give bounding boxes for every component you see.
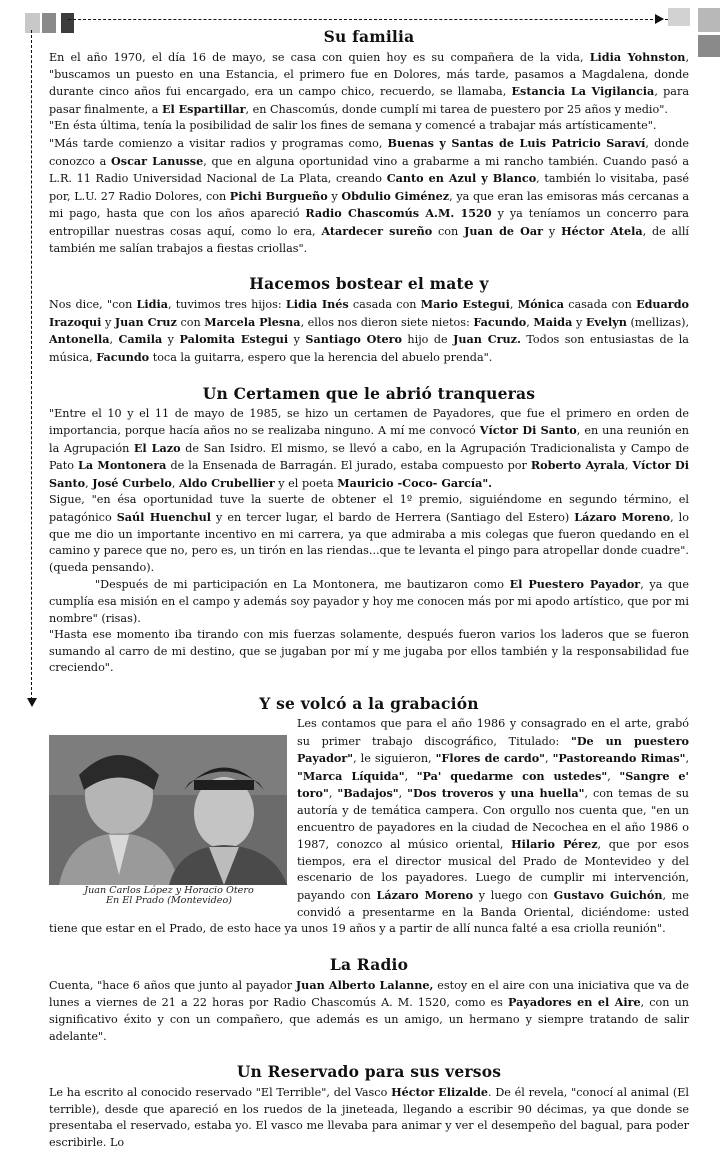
corner-square-mid-right <box>698 8 720 32</box>
bold-name: Lidia Yohnston <box>589 50 686 64</box>
paragraph: "Hasta ese momento iba tirando con mis fuerzas solamente, después fueron varios los laderos que se fueron sumando al carro de mi destino, que se jugaban por mí y me jugaba por ellos también y la responsabilidad fue creciendo". <box>49 628 689 675</box>
bold-name: Oscar Lanusse <box>111 153 204 168</box>
caption-line: Juan Carlos López y Horacio Otero <box>84 885 254 896</box>
bold-name: Juan Cruz. <box>453 332 521 347</box>
bold-name: "De un puestero Payador" <box>297 733 689 766</box>
bold-name: El Puestero Payador <box>509 577 641 592</box>
dashed-rule-vertical <box>31 30 32 700</box>
bold-name: Marcela Plesna <box>204 314 301 329</box>
bold-name: "Pastoreando Rimas" <box>552 751 686 766</box>
bold-name: "Pa' quedarme con ustedes" <box>416 768 608 783</box>
paragraph: Sigue, "en ésa oportunidad tuve la suerte de obtener el 1º premio, siguiéndome en segundo término, el patagónico Saúl Huenchul y en tercer lugar, el bardo de Herrera (Santiago del Estero) Lázaro Moreno, lo que me dio un importante incentivo en mi carrera, ya que admiraba a mis colegas que fueron quedando en el camino y parece que no, pero es, un tirón en las riendas...que te levanta el pingo para atropellar donde cuadre". (queda pensando). <box>49 493 689 574</box>
bold-name: Lázaro Moreno <box>376 887 474 902</box>
section-radio <box>49 955 689 1045</box>
paragraph: Cuenta, "hace 6 años que junto al payador Juan Alberto Lalanne, estoy en el aire con una iniciativa que va de lunes a viernes de 21 a 22 horas por Radio Chascomús A. M. 1520, como es Payadores en el Aire, con un significativo éxito y con un compañero, que además es un amigo, un hermano y siempre tratando de salir adelante". <box>49 977 689 1043</box>
section-title: Su familia <box>323 27 415 46</box>
bold-name: Antonella <box>49 332 110 347</box>
bold-name: Juan Alberto Lalanne, <box>295 977 434 992</box>
section-certamen <box>49 384 689 678</box>
paragraph: "Entre el 10 y el 11 de mayo de 1985, se hizo un certamen de Payadores, que fue el primero en orden de importancia, porque hacía años no se realizaba ninguno. A mí me convocó Víctor Di Santo, en una reunión en la Agrupación El Lazo de San Isidro. El mismo, se llevó a cabo, en la Agrupación Tradicionalista y Campo de Pato La Montonera de la Ensenada de Barragán. El jurado, estaba compuesto por Roberto Ayrala, Víctor Di Santo, José Curbelo, Aldo Crubellier y el poeta Mauricio -Coco- García". <box>49 406 689 490</box>
paragraph: En el año 1970, el día 16 de mayo, se casa con quien hoy es su compañera de la vida, Lidia Yohnston, "buscamos un puesto en una Estancia, el primero fue en Dolores, más tarde, pasamos a Magdalena, donde durante cinco años fui encargado, era un campo chico, recuerdo, se llamaba, Estancia La Vigilancia, para pasar finalmente, a El Espartillar, en Chascomús, donde cumplí mi tarea de puestero por 25 años y medio". <box>49 50 689 116</box>
bold-name: Mónica <box>517 297 564 312</box>
paragraph: Les contamos que para el año 1986 y consagrado en el arte, grabó su primer trabajo discográfico, Titulado: "De un puestero Payador", le siguieron, "Flores de cardo", "Pastoreando Rimas", "Marca Líquida", "Pa' quedarme con ustedes", "Sangre e' toro", "Badajos", "Dos troveros y una huella", con temas de su autoría y de temática campera. Con orgullo nos cuenta que, "en un encuentro de payadores en la ciudad de Necochea en el año 1986 o 1987, conozco al músico oriental, Hilario Pérez, que por esos tiempos, era el director musical del Prado de Montevideo y del escenario de los payadores. Luego de cumplir mi intervención, payando con Lázaro Moreno y luego con Gustavo Guichón, me convidó a presentarme en la Banda Oriental, diciéndome: usted tiene que estar en el Prado, de esto hace ya unos 19 años y a partir de allí nunca falté a esa criolla reunión". <box>49 717 690 936</box>
paragraph: "En ésta última, tenía la posibilidad de salir los fines de semana y comencé a trabajar más artísticamente". <box>49 119 657 133</box>
arrow-down-icon <box>27 698 37 707</box>
bold-name: Saúl Huenchul <box>116 510 212 525</box>
bold-name: Hilario Pérez <box>511 837 598 852</box>
section-title: Y se volcó a la grabación <box>259 694 479 713</box>
section-familia <box>49 27 689 257</box>
section-title: Hacemos bostear el mate y <box>249 274 489 294</box>
bold-name: Juan Cruz <box>114 314 177 329</box>
bold-name: Buenas y Santas de Luis Patricio Saraví <box>387 135 646 150</box>
section-title: Un Reservado para sus versos <box>236 1062 502 1082</box>
bold-name: Maida <box>533 314 573 329</box>
bold-name: Héctor Atela <box>561 223 643 238</box>
bold-name: "Badajos" <box>337 786 399 801</box>
dashed-rule-horizontal <box>68 19 668 20</box>
bold-name: Roberto Ayrala <box>530 458 625 473</box>
bold-name: El Espartillar <box>161 101 246 116</box>
section-mate <box>49 274 689 366</box>
paragraph: "Más tarde comienzo a visitar radios y programas como, Buenas y Santas de Luis Patricio Saraví, donde conozco a Oscar Lanusse, que en alguna oportunidad vino a grabarme a mi rancho también. Cuando pasó a L.R. 11 Radio Universidad Nacional de La Plata, creando Canto en Azul y Blanco, también lo visitaba, pasé por, L.U. 27 Radio Dolores, con Pichi Burgueño y Obdulio Giménez, ya que eran las emisoras más cercanas a mi pago, hasta que con los años apareció Radio Chascomús A.M. 1520 y ya teníamos un concerro para entropillar nuestras cosas aquí, como lo era, Atardecer sureño con Juan de Oar y Héctor Atela, de allí también me salían trabajos a fiestas criollas". <box>49 135 690 255</box>
bold-name: José Curbelo <box>92 475 172 490</box>
corner-square-light-left <box>25 13 40 33</box>
bold-name: Estancia La Vigilancia <box>511 84 655 99</box>
section-grabacion <box>49 694 689 938</box>
bold-name: El Lazo <box>133 440 181 455</box>
bold-name: Santiago Otero <box>305 332 402 347</box>
bold-name: Mauricio -Coco- García". <box>337 475 493 490</box>
bold-name: Lázaro Moreno <box>574 510 671 525</box>
bold-name: Pichi Burgueño <box>229 188 328 203</box>
bold-name: Víctor Di Santo <box>479 423 577 438</box>
article-body <box>49 27 689 1168</box>
bold-name: Juan de Oar <box>464 223 544 238</box>
bold-name: Payadores en el Aire <box>507 995 641 1010</box>
paragraph: "Después de mi participación en La Montonera, me bautizaron como El Puestero Payador, ya que cumplía esa misión en el campo y además soy payador y hoy me conocen más por mi apodo artístico, que por mi nombre" (risas). <box>49 577 689 625</box>
bold-name: Lidia Inés <box>285 297 349 312</box>
bold-name: Eduardo Irazoqui <box>49 297 689 329</box>
bold-name: Evelyn <box>585 314 627 329</box>
bold-name: Héctor Elizalde <box>391 1085 489 1100</box>
photo-image <box>49 735 287 885</box>
bold-name: Mario Estegui <box>420 297 510 312</box>
caption-line: En El Prado (Montevideo) <box>106 895 232 906</box>
bold-name: "Dos troveros y una huella" <box>407 786 585 801</box>
section-title: Un Certamen que le abrió tranqueras <box>202 383 536 403</box>
bold-name: Radio Chascomús A.M. 1520 <box>305 206 492 221</box>
bold-name: Camila <box>118 332 163 347</box>
bold-name: La Montonera <box>77 458 167 473</box>
photo-payadores <box>49 735 287 885</box>
bold-name: Obdulio Giménez <box>341 188 450 203</box>
bold-name: "Marca Líquida" <box>297 768 405 783</box>
bold-name: Atardecer sureño <box>321 223 433 238</box>
corner-square-dark-right <box>698 35 720 57</box>
bold-name: "Flores de cardo" <box>435 751 546 766</box>
bold-name: Facundo <box>96 349 150 364</box>
paragraph: Le ha escrito al conocido reservado "El Terrible", del Vasco Héctor Elizalde. De él revela, "conocí al animal (El terrible), desde que apareció en los ruedos de la jineteada, llegando a escribir 90 décimas, ya que donde se presentaba el reservado, estaba yo. El vasco me llevaba para animar y ver el desempeño del bagual, para poder escribirle. Lo <box>49 1085 689 1149</box>
bold-name: Gustavo Guichón <box>553 887 663 902</box>
bold-name: Palomita Estegui <box>179 332 289 347</box>
bold-name: Canto en Azul y Blanco <box>386 171 537 186</box>
bold-name: Facundo <box>473 314 527 329</box>
corner-square-light-right <box>668 8 690 26</box>
bold-name: "Sangre e' toro" <box>297 768 689 801</box>
photo-figure <box>49 735 289 906</box>
bold-name: Aldo Crubellier <box>179 475 275 490</box>
photo-caption <box>49 886 289 906</box>
section-reservado <box>49 1062 689 1151</box>
bold-name: Lidia <box>136 297 168 312</box>
bold-name: Víctor Di Santo <box>49 458 689 490</box>
arrow-right-icon <box>655 14 664 24</box>
paragraph: Nos dice, "con Lidia, tuvimos tres hijos: Lidia Inés casada con Mario Estegui, Mónica casada con Eduardo Irazoqui y Juan Cruz con Marcela Plesna, ellos nos dieron siete nietos: Facundo, Maida y Evelyn (mellizas), Antonella, Camila y Palomita Estegui y Santiago Otero hijo de Juan Cruz. Todos son entusiastas de la música, Facundo toca la guitarra, espero que la herencia del abuelo prenda". <box>49 297 689 364</box>
section-title: La Radio <box>329 954 409 974</box>
